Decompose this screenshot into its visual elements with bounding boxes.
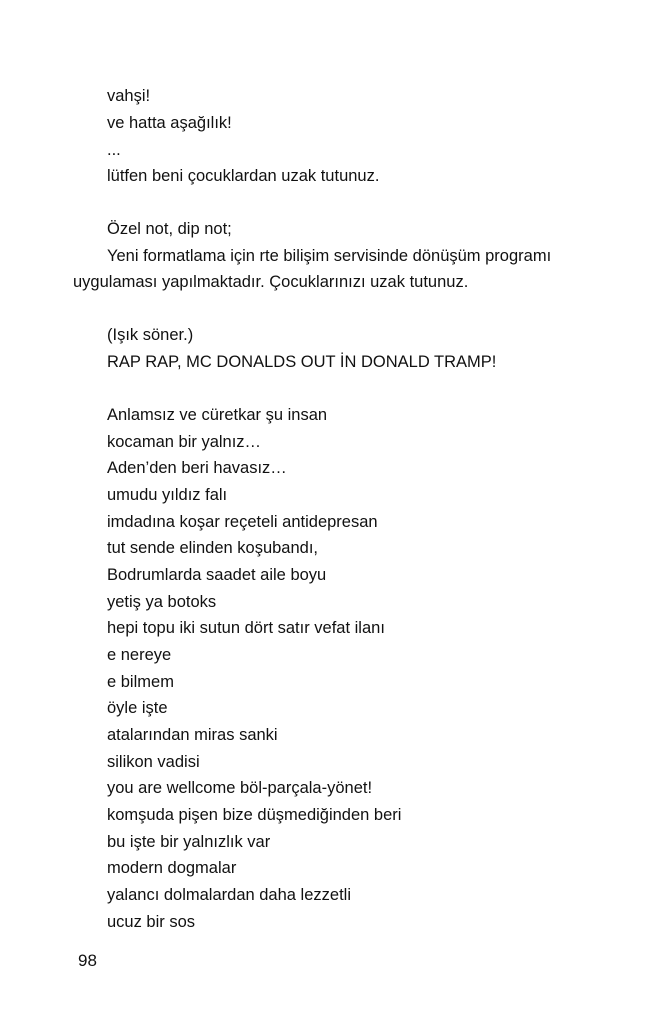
- page-number: 98: [78, 951, 97, 970]
- note-line-continued: uygulaması yapılmaktadır. Çocuklarınızı uzak tutunuz.: [73, 273, 469, 291]
- poem-line: umudu yıldız falı: [107, 486, 228, 504]
- poem-line: hepi topu iki sutun dört satır vefat ilanı: [107, 619, 385, 637]
- poem-line: modern dogmalar: [107, 859, 237, 877]
- poem-line: tut sende elinden koşubandı,: [107, 539, 318, 557]
- poem-line: e nereye: [107, 646, 172, 664]
- poem-line: kocaman bir yalnız…: [107, 433, 262, 451]
- poem-line: silikon vadisi: [107, 753, 200, 771]
- poem-line: e bilmem: [107, 673, 174, 691]
- poem-line: komşuda pişen bize düşmediğinden beri: [107, 806, 402, 824]
- intro-line: vahşi!: [107, 87, 151, 105]
- note-heading: Özel not, dip not;: [107, 220, 232, 238]
- poem-line: yalancı dolmalardan daha lezzetli: [107, 886, 351, 904]
- poem-line: atalarından miras sanki: [107, 726, 278, 744]
- poem-line: Bodrumlarda saadet aile boyu: [107, 566, 327, 584]
- poem-line: öyle işte: [107, 699, 168, 717]
- poem-line: Aden’den beri havasız…: [107, 459, 287, 477]
- poem-line: imdadına koşar reçeteli antidepresan: [107, 513, 378, 531]
- poem-line: yetiş ya botoks: [107, 593, 217, 611]
- stage-direction: (Işık söner.): [107, 326, 194, 344]
- note-line: Yeni formatlama için rte bilişim servisinde dönüşüm programı: [107, 247, 552, 265]
- poem-line: Anlamsız ve cüretkar şu insan: [107, 406, 328, 424]
- stage-shout: RAP RAP, MC DONALDS OUT İN DONALD TRAMP!: [107, 353, 497, 371]
- poem-line: bu işte bir yalnızlık var: [107, 833, 271, 851]
- intro-line: ...: [107, 141, 121, 159]
- intro-line: lütfen beni çocuklardan uzak tutunuz.: [107, 167, 380, 185]
- poem-line: you are wellcome böl-parçala-yönet!: [107, 779, 373, 797]
- poem-line: ucuz bir sos: [107, 913, 196, 931]
- intro-line: ve hatta aşağılık!: [107, 114, 232, 132]
